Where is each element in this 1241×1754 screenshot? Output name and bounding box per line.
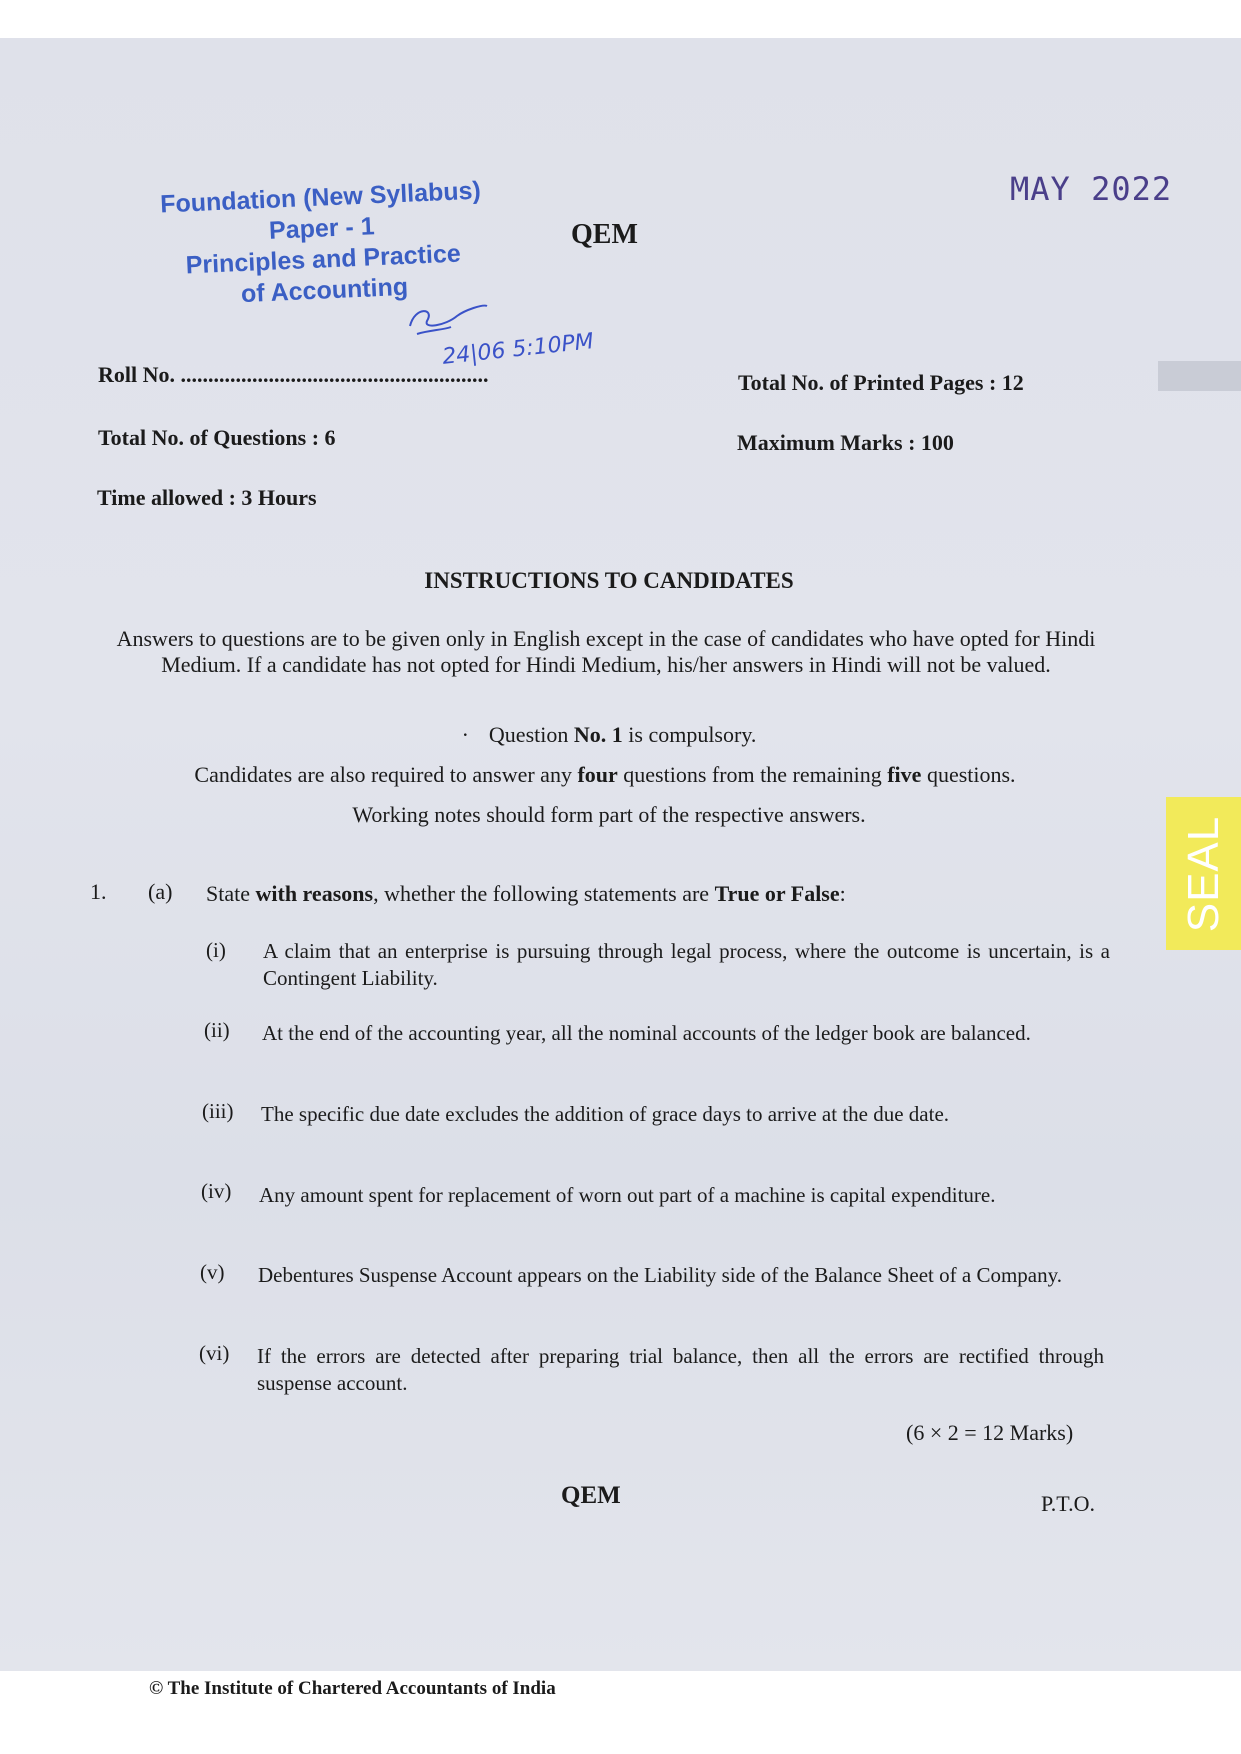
statement-text: If the errors are detected after preparing trial balance, then all the errors are rectified through suspense account. [257,1344,1104,1395]
stamp-line: Foundation (New Syllabus) [159,176,482,219]
please-turn-over: P.T.O. [1041,1491,1095,1516]
stamp-line: of Accounting [240,272,409,309]
statement-text: Debentures Suspense Account appears on the Liability side of the Balance Sheet of a Company. [258,1263,1062,1287]
total-questions: Total No. of Questions : 6 [98,425,336,450]
statement-number: (ii) [204,1018,230,1042]
seal-label: SEAL [1178,815,1228,932]
statement-number: (v) [200,1260,225,1284]
question-part: (a) [148,879,173,904]
working-notes-instruction: Working notes should form part of the respective answers. [352,802,866,827]
bullet-dot: · [461,722,469,747]
stamp-line: Paper - 1 [268,212,376,245]
maximum-marks: Maximum Marks : 100 [737,430,954,455]
instructions-heading: INSTRUCTIONS TO CANDIDATES [424,568,794,593]
seal-sticker [1166,797,1241,950]
statement-number: (iii) [202,1099,234,1123]
statement-number: (i) [206,938,226,962]
language-instruction: Answers to questions are to be given only in English except in the case of candidates who have opted for Hindi Medium. If a candidate has not opted for Hindi Medium, his/her answers in Hindi will not be valued. [116,626,1096,677]
paper-code: QEM [571,219,638,250]
statement-text: Any amount spent for replacement of worn out part of a machine is capital expenditure. [259,1183,996,1207]
statement-text: A claim that an enterprise is pursuing through legal process, where the outcome is uncertain, is a Contingent Liability. [263,939,1110,990]
statement-number: (iv) [201,1179,232,1203]
marks-allocation: (6 × 2 = 12 Marks) [906,1420,1074,1445]
stamp-line: Principles and Practice [185,239,462,280]
statement-text: The specific due date excludes the addition of grace days to arrive at the due date. [261,1102,950,1126]
handwritten-date: 24|06 5:10PM [441,329,595,370]
question-stem: State with reasons, whether the following statements are True or False: [206,881,846,906]
choice-instruction: Candidates are also required to answer any four questions from the remaining five questions. [194,762,1016,787]
statement-text: At the end of the accounting year, all the nominal accounts of the ledger book are balanced. [262,1021,1031,1045]
statement-number: (vi) [199,1341,230,1365]
time-allowed: Time allowed : 3 Hours [97,485,317,510]
signature-scribble [405,296,495,346]
copyright-notice: © The Institute of Chartered Accountants of India [149,1678,556,1699]
roll-number-field: Roll No. ........................................................ [98,362,489,387]
footer-paper-code: QEM [561,1482,621,1509]
page-edge-tab [1158,361,1241,391]
printed-pages-count: Total No. of Printed Pages : 12 [738,370,1024,395]
question-number: 1. [90,879,107,904]
compulsory-instruction: · Question No. 1 is compulsory. [461,722,757,747]
syllabus-stamp [150,175,495,314]
exam-month-stamp: MAY 2022 [1010,170,1173,208]
